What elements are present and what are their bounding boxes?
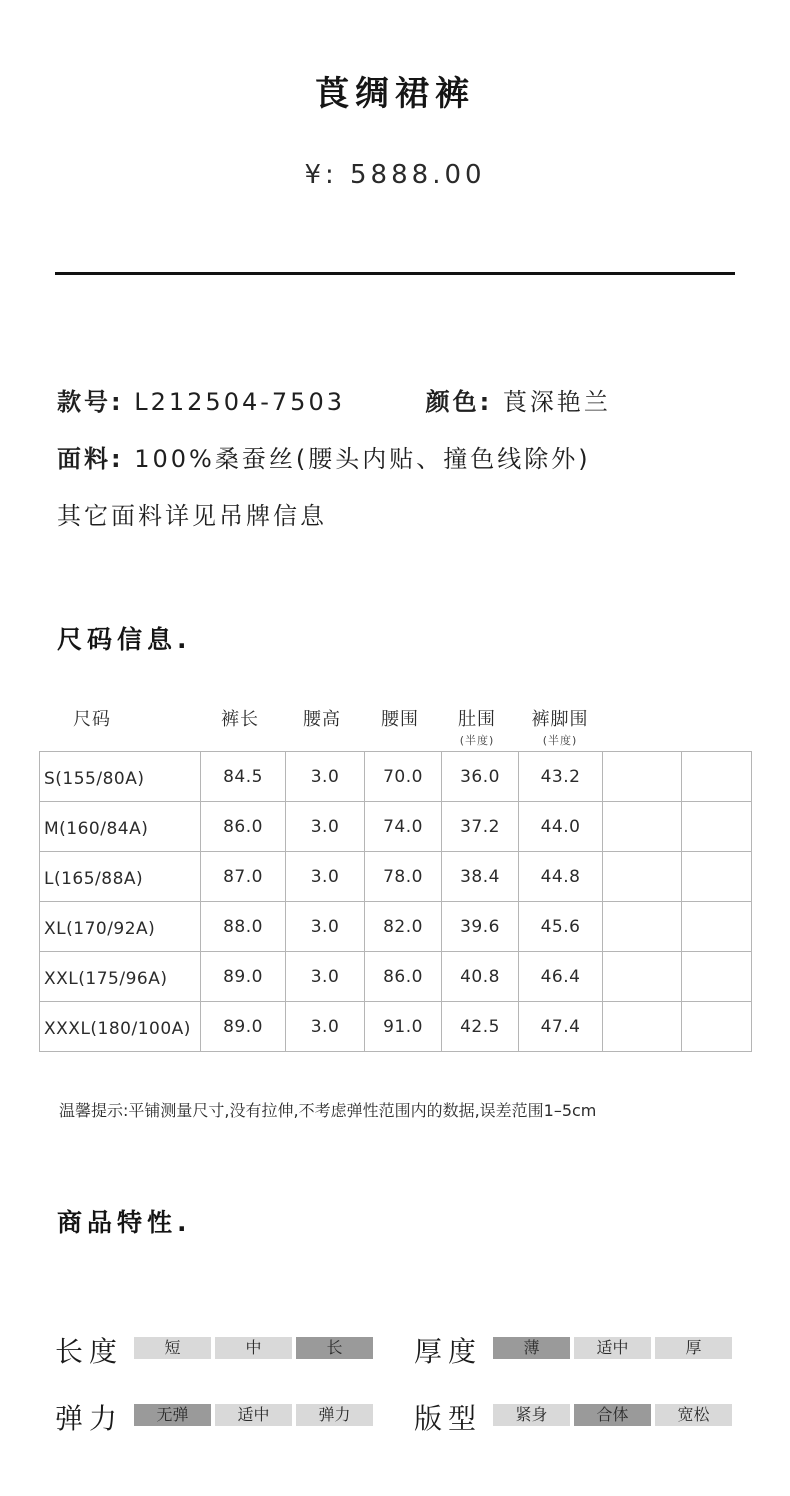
table-cell: 36.0 <box>442 752 519 802</box>
table-row <box>40 952 752 1002</box>
table-cell <box>603 902 682 952</box>
table-cell <box>682 1002 752 1052</box>
header-belly-sub: (半度) <box>459 734 495 747</box>
table-cell <box>682 902 752 952</box>
option-thickness-thick: 厚 <box>655 1337 732 1359</box>
table-cell: S(155/80A) <box>40 752 201 802</box>
table-cell: 74.0 <box>365 802 442 852</box>
table-row <box>40 852 752 902</box>
table-cell: 37.2 <box>442 802 519 852</box>
option-length-short: 短 <box>134 1337 211 1359</box>
table-cell <box>603 952 682 1002</box>
other-fabric-note: 其它面料详见吊牌信息 <box>57 502 327 530</box>
header-waist: 腰围 <box>381 709 419 730</box>
table-cell: 46.4 <box>519 952 603 1002</box>
fabric-value: 100%桑蚕丝(腰头内贴、撞色线除外) <box>134 445 591 473</box>
header-size: 尺码 <box>73 709 111 730</box>
option-elasticity-medium: 适中 <box>215 1404 292 1426</box>
style-value: L212504-7503 <box>134 388 345 416</box>
table-cell <box>603 852 682 902</box>
table-cell: 86.0 <box>201 802 286 852</box>
table-cell: 42.5 <box>442 1002 519 1052</box>
header-length: 裤长 <box>221 709 259 730</box>
table-cell: 3.0 <box>286 1002 365 1052</box>
color-block <box>426 388 611 416</box>
table-cell: 43.2 <box>519 752 603 802</box>
feature-label-length: 长度 <box>55 1335 124 1368</box>
table-cell: 86.0 <box>365 952 442 1002</box>
table-cell: 87.0 <box>201 852 286 902</box>
table-cell: 3.0 <box>286 752 365 802</box>
table-cell <box>682 852 752 902</box>
table-cell <box>682 802 752 852</box>
table-cell: 39.6 <box>442 902 519 952</box>
table-cell: 84.5 <box>201 752 286 802</box>
option-thickness-medium: 适中 <box>574 1337 651 1359</box>
header-hem-sub: (半度) <box>542 734 578 747</box>
color-label: 颜色: <box>425 388 493 416</box>
table-cell: 89.0 <box>201 1002 286 1052</box>
table-cell: 40.8 <box>442 952 519 1002</box>
table-cell: 3.0 <box>286 952 365 1002</box>
table-row <box>40 752 752 802</box>
table-row <box>40 1002 752 1052</box>
table-cell: 47.4 <box>519 1002 603 1052</box>
option-elasticity-stretch: 弹力 <box>296 1404 373 1426</box>
feature-label-thickness: 厚度 <box>414 1335 483 1368</box>
info-style-row <box>57 382 611 417</box>
feature-label-fit: 版型 <box>414 1402 483 1435</box>
table-cell: 38.4 <box>442 852 519 902</box>
header-belly: 肚围 <box>458 709 496 730</box>
table-cell: 91.0 <box>365 1002 442 1052</box>
table-cell: 88.0 <box>201 902 286 952</box>
product-price: ¥: 5888.00 <box>304 160 486 190</box>
table-cell <box>682 752 752 802</box>
info-fabric-row <box>57 439 591 474</box>
style-label: 款号: <box>57 388 124 416</box>
option-length-long: 长 <box>296 1337 373 1359</box>
feature-label-elasticity: 弹力 <box>55 1402 124 1435</box>
table-cell: 3.0 <box>286 902 365 952</box>
header-divider <box>55 272 735 275</box>
table-cell: 82.0 <box>365 902 442 952</box>
table-cell <box>603 802 682 852</box>
table-row <box>40 802 752 852</box>
table-cell: XXXL(180/100A) <box>40 1002 201 1052</box>
option-elasticity-none: 无弹 <box>134 1404 211 1426</box>
table-cell: 45.6 <box>519 902 603 952</box>
color-value: 莨深艳兰 <box>502 388 611 416</box>
features-section-title: 商品特性. <box>57 1208 192 1237</box>
table-cell: 3.0 <box>286 852 365 902</box>
table-cell: L(165/88A) <box>40 852 201 902</box>
option-length-medium: 中 <box>215 1337 292 1359</box>
table-cell: 44.8 <box>519 852 603 902</box>
table-cell: XXL(175/96A) <box>40 952 201 1002</box>
table-cell <box>682 952 752 1002</box>
option-fit-loose: 宽松 <box>655 1404 732 1426</box>
table-cell: 3.0 <box>286 802 365 852</box>
table-cell: 89.0 <box>201 952 286 1002</box>
table-row <box>40 902 752 952</box>
table-cell: XL(170/92A) <box>40 902 201 952</box>
table-cell <box>603 752 682 802</box>
option-thickness-thin: 薄 <box>493 1337 570 1359</box>
table-cell: 70.0 <box>365 752 442 802</box>
table-cell: 44.0 <box>519 802 603 852</box>
option-fit-regular: 合体 <box>574 1404 651 1426</box>
option-fit-slim: 紧身 <box>493 1404 570 1426</box>
fabric-label: 面料: <box>57 445 124 473</box>
size-section-title: 尺码信息. <box>57 625 192 654</box>
table-cell: M(160/84A) <box>40 802 201 852</box>
measurement-tip: 温馨提示:平铺测量尺寸,没有拉伸,不考虑弹性范围内的数据,误差范围1–5cm <box>59 1101 597 1120</box>
table-cell: 78.0 <box>365 852 442 902</box>
product-title: 莨绸裙裤 <box>315 74 475 114</box>
header-rise: 腰高 <box>303 709 341 730</box>
header-hem: 裤脚围 <box>531 709 589 730</box>
size-table <box>39 751 752 1052</box>
table-cell <box>603 1002 682 1052</box>
